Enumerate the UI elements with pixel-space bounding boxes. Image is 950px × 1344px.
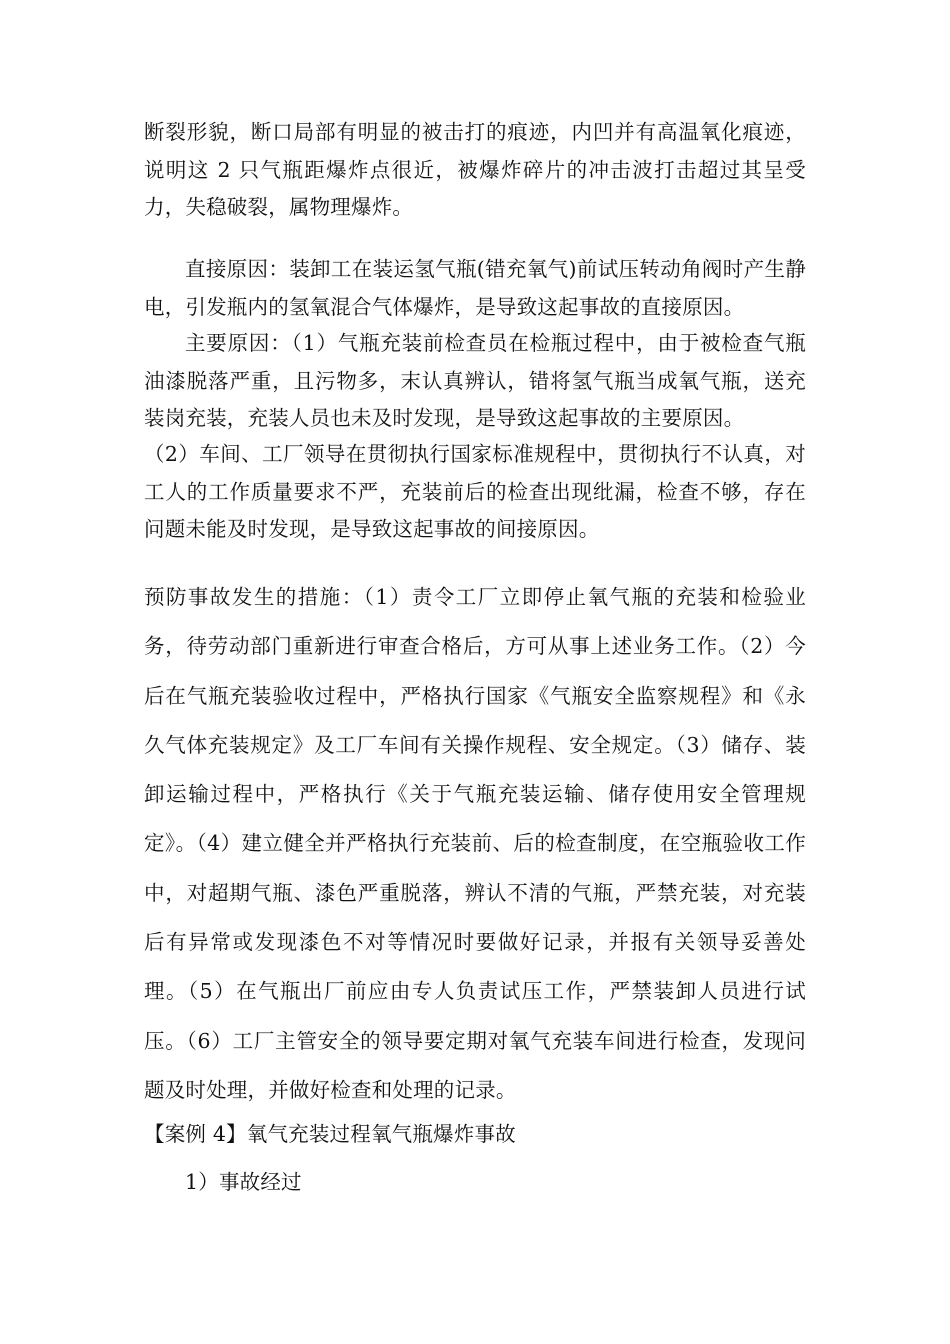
case-heading: 【案例 4】氧气充装过程氧气瓶爆炸事故 [144,1122,516,1146]
section-heading-accident-process [144,1165,806,1195]
paragraph-fracture-description: 断裂形貌，断口局部有明显的被击打的痕迹，内凹并有高温氧化痕迹，说明这 2 只气瓶距爆炸点很近，被爆炸碎片的冲击波打击超过其呈受力，失稳破裂，属物理爆炸。 [144,120,806,219]
paragraph-direct-cause: 直接原因：装卸工在装运氢气瓶(错充氧气)前试压转动角阀时产生静电，引发瓶内的氢氧混合气体爆炸，是导致这起事故的直接原因。 [144,257,806,319]
paragraph-main-cause: 主要原因：（1）气瓶充装前检查员在检瓶过程中，由于被检查气瓶油漆脱落严重，且污物多，末认真辨认，错将氢气瓶当成氧气瓶，送充装岗充装，充装人员也未及时发现，是导致这起事故的主要原因。 [144,331,806,430]
paragraph-indirect-cause: （2）车间、工厂领导在贯彻执行国家标准规程中，贯彻执行不认真，对工人的工作质量要求不严，充装前后的检查出现纰漏，检查不够，存在问题未能及时发现，是导致这起事故的间接原因。 [144,442,806,541]
section-heading-text: 1）事故经过 [185,1170,302,1194]
paragraph-prevention-measures: 预防事故发生的措施：（1）责令工厂立即停止氧气瓶的充装和检验业务，待劳动部门重新进行审查合格后，方可从事上述业务工作。（2）今后在气瓶充装验收过程中，严格执行国家《气瓶安全监察规程》和《永久气体充装规定》及工厂车间有关操作规程、安全规定。（3）储存、装卸运输过程中，严格执行《关于气瓶充装运输、储存使用安全管理规定》。（4）建立健全并严格执行充装前、后的检查制度，在空瓶验收工作中，对超期气瓶、漆色严重脱落，辨认不清的气瓶，严禁充装，对充装后有异常或发现漆色不对等情况时要做好记录，并报有关领导妥善处理。（5）在气瓶出厂前应由专人负责试压工作，严禁装卸人员进行试压。（6）工厂主管安全的领导要定期对氧气充装车间进行检查，发现问题及时处理，并做好检查和处理的记录。 [144,585,806,1102]
